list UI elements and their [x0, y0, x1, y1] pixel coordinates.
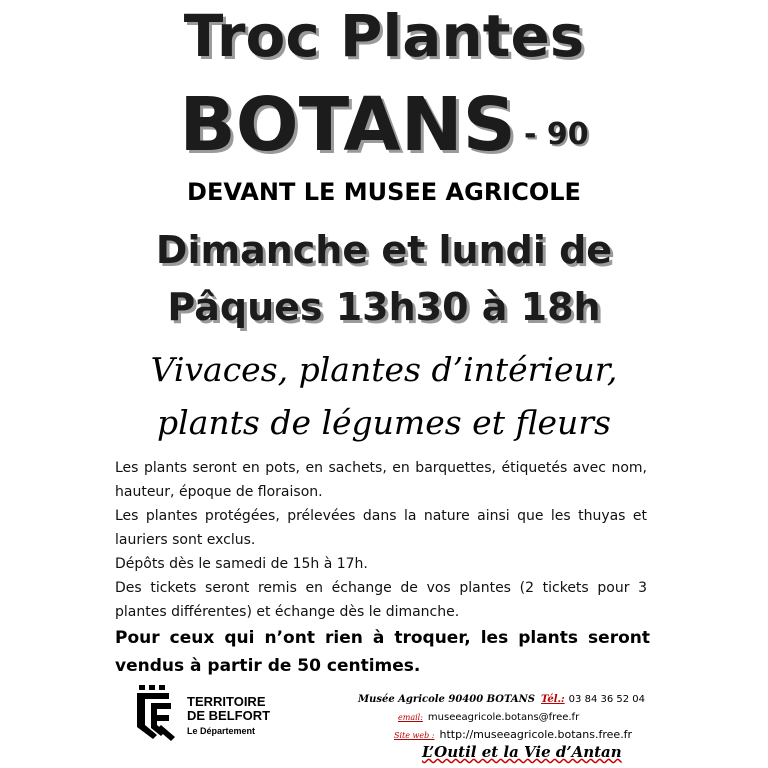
- dates-line-1: Dimanche et lundi de: [155, 228, 613, 272]
- logo-line-2: DE BELFORT: [187, 708, 271, 723]
- info-paragraph-excluded: Les plantes protégées, prélevées dans la nature ainsi que les thuyas et lauriers sont exclus.: [115, 508, 647, 548]
- museum-tagline: L’Outil et la Vie d’Antan: [422, 743, 622, 761]
- info-paragraph-deposits: Dépôts dès le samedi de 15h à 17h.: [115, 556, 368, 572]
- website-label: Site web :: [394, 731, 435, 740]
- info-paragraph-tickets: Des tickets seront remis en échange de vos plantes (2 tickets pour 3 plantes différentes) et échange dès le dimanche.: [115, 580, 647, 620]
- info-paragraph-packaging: Les plants seront en pots, en sachets, en barquettes, étiquetés avec nom, hauteur, époque de floraison.: [115, 460, 647, 500]
- email-line: [398, 712, 579, 723]
- logo-wordmark: [187, 695, 270, 738]
- dates-line-2: Pâques 13h30 à 18h: [167, 285, 601, 329]
- website-url[interactable]: http://museeagricole.botans.free.fr: [439, 728, 633, 741]
- phone-label: Tél.:: [541, 694, 565, 705]
- email-address[interactable]: museeagricole.botans@free.fr: [427, 712, 580, 723]
- poster-title: Troc Plantes: [183, 2, 585, 70]
- location-heading: DEVANT LE MUSEE AGRICOLE: [187, 178, 581, 206]
- belfort-crest-icon: [131, 685, 179, 743]
- territoire-de-belfort-logo: [131, 685, 291, 745]
- plants-line-1: Vivaces, plantes d’intérieur,: [150, 350, 618, 389]
- info-text: [115, 456, 647, 624]
- logo-line-3: Le Département: [187, 726, 256, 736]
- phone-number: 03 84 36 52 04: [568, 694, 646, 705]
- email-label: email:: [398, 713, 423, 722]
- plants-line-2: plants de légumes et fleurs: [157, 403, 611, 442]
- sale-notice: Pour ceux qui n’ont rien à troquer, les plants seront vendus à partir de 50 centimes.: [115, 628, 650, 676]
- place-heading: [0, 82, 768, 168]
- museum-address: [358, 694, 645, 705]
- department-number: - 90: [523, 117, 589, 152]
- place-name: BOTANS: [179, 82, 516, 168]
- logo-line-1: TERRITOIRE: [187, 694, 266, 709]
- website-line: [394, 728, 632, 741]
- museum-name: Musée Agricole 90400 BOTANS: [358, 694, 536, 705]
